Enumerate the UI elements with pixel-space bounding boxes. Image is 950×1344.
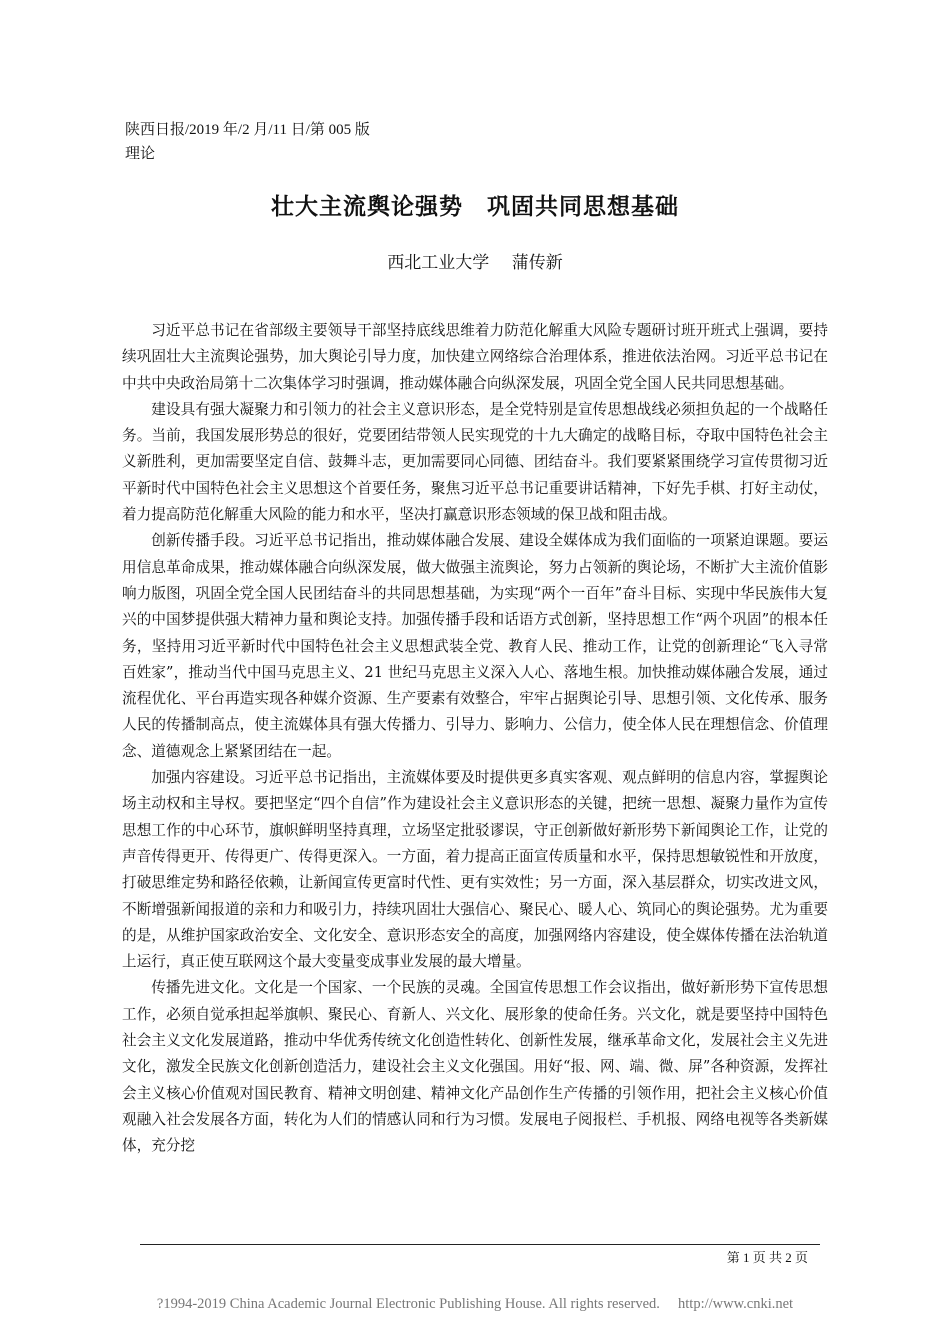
- paragraph: 习近平总书记在省部级主要领导干部坚持底线思维着力防范化解重大风险专题研讨班开班式上强调，要持续巩固壮大主流舆论强势，加大舆论引导力度，加快建立网络综合治理体系，推进依法治网。习近平总书记在中共中央政治局第十二次集体学习时强调，推动媒体融合向纵深发展，巩固全党全国人民共同思想基础。: [122, 322, 828, 392]
- copyright-notice: ?1994-2019 China Academic Journal Electronic Publishing House. All rights reserved. http://www.cnki.net: [156, 1296, 794, 1312]
- page-number: 第 1 页 共 2 页: [726, 1250, 808, 1265]
- source-block: [125, 118, 370, 166]
- paragraph: 创新传播手段。习近平总书记指出，推动媒体融合发展、建设全媒体成为我们面临的一项紧迫课题。要运用信息革命成果，推动媒体融合向纵深发展，做大做强主流舆论，努力占领新的舆论场，不断扩大主流价值影响力版图，巩固全党全国人民团结奋斗的共同思想基础，为实现“两个一百年”奋斗目标、实现中华民族伟大复兴的中国梦提供强大精神力量和舆论支持。加强传播手段和话语方式创新，坚持思想工作“两个巩固”的根本任务，坚持用习近平新时代中国特色社会主义思想武装全党、教育人民、推动工作，让党的创新理论“飞入寻常百姓家”，推动当代中国马克思主义、21 世纪马克思主义深入人心、落地生根。加快推动媒体融合发展，通过流程优化、平台再造实现各种媒介资源、生产要素有效整合，牢牢占据舆论引导、思想引领、文化传承、服务人民的传播制高点，使主流媒体具有强大传播力、引导力、影响力、公信力，使全体人民在理想信念、价值理念、道德观念上紧紧团结在一起。: [122, 532, 828, 760]
- article-body: [122, 318, 828, 1226]
- paragraph: 传播先进文化。文化是一个国家、一个民族的灵魂。全国宣传思想工作会议指出，做好新形势下宣传思想工作，必须自觉承担起举旗帜、聚民心、育新人、兴文化、展形象的使命任务。兴文化，就是要坚持中国特色社会主义文化发展道路，推动中华优秀传统文化创造性转化、创新性发展，继承革命文化，发展社会主义先进文化，激发全民族文化创新创造活力，建设社会主义文化强国。用好“报、网、端、微、屏”各种资源，发挥社会主义核心价值观对国民教育、精神文明创建、精神文化产品创作生产传播的引领作用，把社会主义核心价值观融入社会发展各方面，转化为人们的情感认同和行为习惯。发展电子阅报栏、手机报、网络电视等各类新媒体，充分挖: [122, 979, 828, 1155]
- section-label: 理论: [125, 146, 156, 162]
- article-title: 壮大主流舆论强势 巩固共同思想基础: [271, 194, 679, 220]
- article-author: 西北工业大学 蒲传新: [387, 253, 563, 273]
- paragraph: 加强内容建设。习近平总书记指出，主流媒体要及时提供更多真实客观、观点鲜明的信息内容，掌握舆论场主动权和主导权。要把坚定“四个自信”作为建设社会主义意识形态的关键，把统一思想、凝聚力量作为宣传思想工作的中心环节，旗帜鲜明坚持真理，立场坚定批驳谬误，守正创新做好新形势下新闻舆论工作，让党的声音传得更开、传得更广、传得更深入。一方面，着力提高正面宣传质量和水平，保持思想敏锐性和开放度，打破思维定势和路径依赖，让新闻宣传更富时代性、更有实效性；另一方面，深入基层群众，切实改进文风，不断增强新闻报道的亲和力和吸引力，持续巩固壮大强信心、聚民心、暖人心、筑同心的舆论强势。尤为重要的是，从维护国家政治安全、文化安全、意识形态安全的高度，加强网络内容建设，使全媒体传播在法治轨道上运行，真正使互联网这个最大变量变成事业发展的最大增量。: [122, 769, 828, 971]
- footer-divider: [140, 1244, 820, 1245]
- source-line: 陕西日报/2019 年/2 月/11 日/第 005 版: [125, 122, 370, 138]
- paragraph: 建设具有强大凝聚力和引领力的社会主义意识形态，是全党特别是宣传思想战线必须担负起的一个战略任务。当前，我国发展形势总的很好，党要团结带领人民实现党的十九大确定的战略目标，夺取中国特色社会主义新胜利，更加需要坚定自信、鼓舞斗志，更加需要同心同德、团结奋斗。我们要紧紧围绕学习宣传贯彻习近平新时代中国特色社会主义思想这个首要任务，聚焦习近平总书记重要讲话精神，下好先手棋、打好主动仗，着力提高防范化解重大风险的能力和水平，坚决打赢意识形态领域的保卫战和阻击战。: [122, 400, 828, 524]
